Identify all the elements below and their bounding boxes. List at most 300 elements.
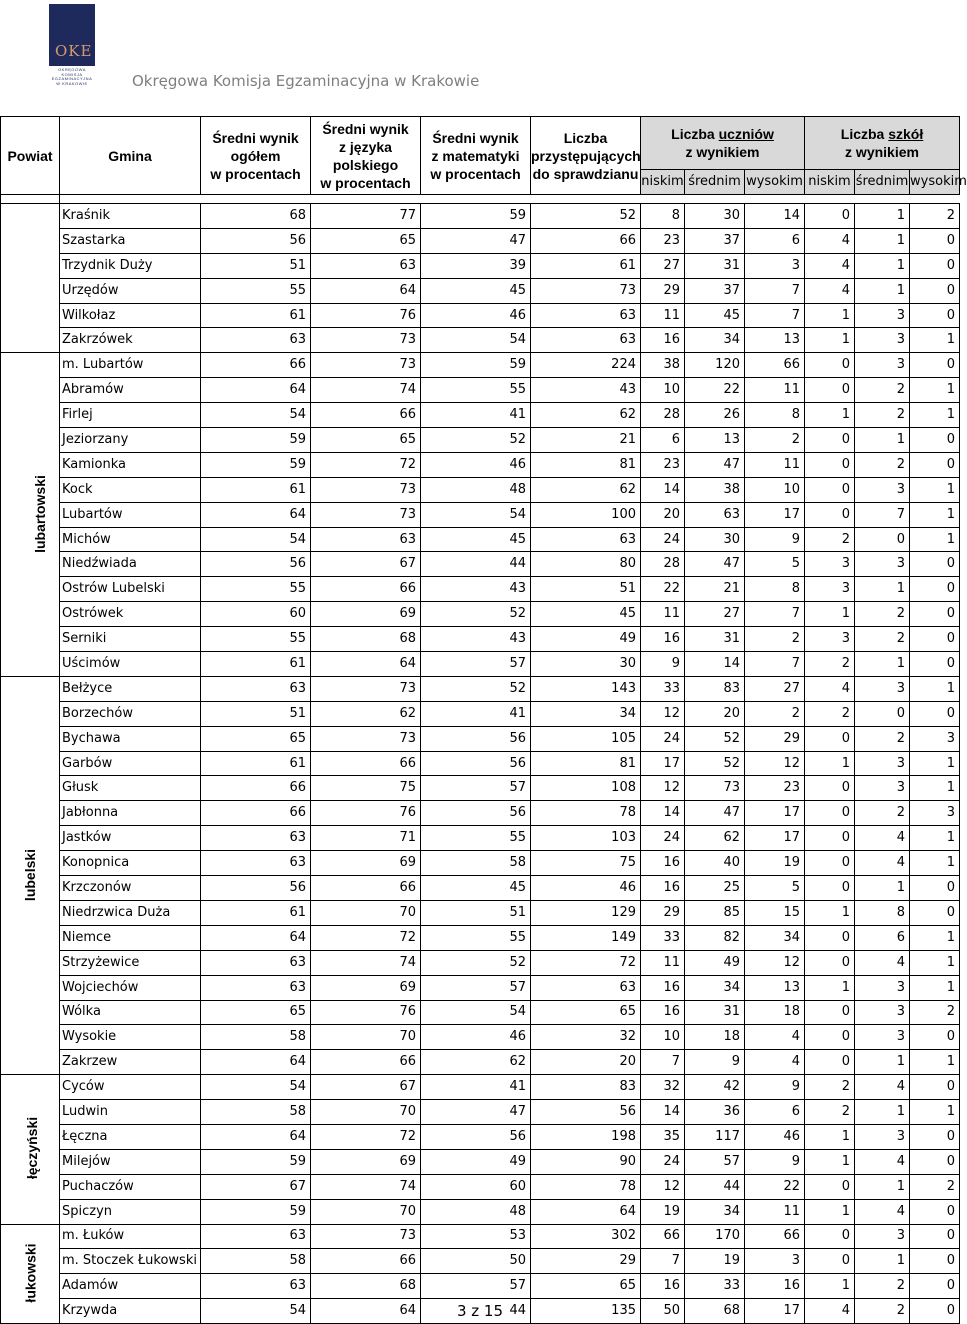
table-row xyxy=(1,1249,960,1274)
cell-schools-mid: 2 xyxy=(855,452,910,477)
cell-schools-high: 1 xyxy=(910,751,960,776)
cell-avg-total: 64 xyxy=(201,1050,311,1075)
cell-students-high: 27 xyxy=(745,676,805,701)
cell-avg-math: 51 xyxy=(421,900,531,925)
cell-students-mid: 85 xyxy=(685,900,745,925)
cell-gmina: Krzywda xyxy=(60,1299,201,1324)
cell-count: 78 xyxy=(531,801,641,826)
cell-gmina: Jabłonna xyxy=(60,801,201,826)
table-row xyxy=(1,303,960,328)
cell-avg-total: 66 xyxy=(201,353,311,378)
table-row xyxy=(1,676,960,701)
cell-students-high: 34 xyxy=(745,925,805,950)
cell-avg-total: 65 xyxy=(201,726,311,751)
cell-schools-high: 0 xyxy=(910,1199,960,1224)
cell-students-mid: 47 xyxy=(685,552,745,577)
cell-students-mid: 19 xyxy=(685,1249,745,1274)
cell-students-mid: 117 xyxy=(685,1124,745,1149)
cell-avg-polish: 70 xyxy=(311,1025,421,1050)
cell-schools-low: 2 xyxy=(805,652,855,677)
cell-count: 32 xyxy=(531,1025,641,1050)
cell-avg-polish: 75 xyxy=(311,776,421,801)
cell-count: 49 xyxy=(531,627,641,652)
cell-avg-total: 60 xyxy=(201,602,311,627)
cell-avg-polish: 66 xyxy=(311,403,421,428)
cell-schools-low: 2 xyxy=(805,1075,855,1100)
cell-students-low: 29 xyxy=(641,278,685,303)
cell-students-low: 16 xyxy=(641,627,685,652)
powiat-label: łukowski xyxy=(22,1243,39,1303)
cell-students-mid: 45 xyxy=(685,303,745,328)
header-powiat: Powiat xyxy=(1,117,60,195)
cell-students-high: 7 xyxy=(745,303,805,328)
cell-avg-polish: 76 xyxy=(311,303,421,328)
cell-schools-mid: 1 xyxy=(855,253,910,278)
cell-avg-total: 64 xyxy=(201,378,311,403)
cell-avg-math: 45 xyxy=(421,527,531,552)
cell-schools-low: 1 xyxy=(805,900,855,925)
cell-gmina: Borzechów xyxy=(60,701,201,726)
table-row xyxy=(1,253,960,278)
cell-count: 302 xyxy=(531,1224,641,1249)
cell-students-mid: 47 xyxy=(685,452,745,477)
cell-count: 64 xyxy=(531,1199,641,1224)
cell-schools-mid: 3 xyxy=(855,1224,910,1249)
cell-students-low: 24 xyxy=(641,527,685,552)
cell-students-low: 35 xyxy=(641,1124,685,1149)
table-row xyxy=(1,1075,960,1100)
cell-schools-high: 1 xyxy=(910,826,960,851)
cell-schools-high: 0 xyxy=(910,1025,960,1050)
cell-students-high: 9 xyxy=(745,527,805,552)
cell-schools-low: 1 xyxy=(805,1274,855,1299)
cell-students-low: 16 xyxy=(641,851,685,876)
cell-avg-polish: 65 xyxy=(311,228,421,253)
cell-avg-math: 44 xyxy=(421,552,531,577)
cell-avg-math: 57 xyxy=(421,1274,531,1299)
cell-schools-high: 0 xyxy=(910,552,960,577)
powiat-label: łęczyński xyxy=(24,1117,41,1180)
cell-count: 30 xyxy=(531,652,641,677)
cell-count: 143 xyxy=(531,676,641,701)
table-row xyxy=(1,751,960,776)
table-row xyxy=(1,204,960,229)
cell-avg-polish: 74 xyxy=(311,378,421,403)
cell-students-mid: 37 xyxy=(685,228,745,253)
cell-avg-total: 58 xyxy=(201,1100,311,1125)
cell-avg-total: 61 xyxy=(201,303,311,328)
cell-schools-mid: 1 xyxy=(855,1174,910,1199)
table-row xyxy=(1,353,960,378)
cell-students-low: 24 xyxy=(641,1149,685,1174)
table-row xyxy=(1,602,960,627)
cell-students-high: 16 xyxy=(745,1274,805,1299)
spacer-cell xyxy=(1,195,60,204)
cell-students-high: 8 xyxy=(745,577,805,602)
cell-avg-polish: 73 xyxy=(311,502,421,527)
cell-schools-low: 0 xyxy=(805,950,855,975)
cell-students-low: 33 xyxy=(641,676,685,701)
cell-gmina: Konopnica xyxy=(60,851,201,876)
cell-schools-high: 0 xyxy=(910,577,960,602)
cell-students-high: 22 xyxy=(745,1174,805,1199)
cell-students-mid: 9 xyxy=(685,1050,745,1075)
cell-students-high: 9 xyxy=(745,1149,805,1174)
cell-gmina: Adamów xyxy=(60,1274,201,1299)
cell-students-high: 7 xyxy=(745,278,805,303)
cell-avg-total: 63 xyxy=(201,975,311,1000)
cell-count: 100 xyxy=(531,502,641,527)
cell-count: 65 xyxy=(531,1000,641,1025)
table-row xyxy=(1,527,960,552)
organization-name: Okręgowa Komisja Egzaminacyjna w Krakowie xyxy=(132,72,480,90)
cell-schools-high: 1 xyxy=(910,527,960,552)
cell-students-low: 50 xyxy=(641,1299,685,1324)
cell-students-high: 13 xyxy=(745,328,805,353)
cell-gmina: Ostrówek xyxy=(60,602,201,627)
cell-count: 108 xyxy=(531,776,641,801)
cell-students-mid: 13 xyxy=(685,428,745,453)
cell-gmina: Lubartów xyxy=(60,502,201,527)
table-row xyxy=(1,577,960,602)
cell-students-low: 20 xyxy=(641,502,685,527)
cell-schools-low: 0 xyxy=(805,925,855,950)
cell-gmina: Cyców xyxy=(60,1075,201,1100)
cell-students-mid: 120 xyxy=(685,353,745,378)
cell-schools-low: 0 xyxy=(805,1224,855,1249)
cell-count: 29 xyxy=(531,1249,641,1274)
cell-gmina: Strzyżewice xyxy=(60,950,201,975)
cell-schools-high: 0 xyxy=(910,602,960,627)
cell-students-mid: 63 xyxy=(685,502,745,527)
cell-schools-high: 3 xyxy=(910,801,960,826)
cell-students-low: 11 xyxy=(641,950,685,975)
cell-schools-low: 0 xyxy=(805,826,855,851)
table-row xyxy=(1,452,960,477)
cell-avg-total: 63 xyxy=(201,328,311,353)
cell-schools-high: 1 xyxy=(910,378,960,403)
cell-students-high: 17 xyxy=(745,1299,805,1324)
cell-students-mid: 38 xyxy=(685,477,745,502)
cell-schools-mid: 8 xyxy=(855,900,910,925)
cell-avg-total: 61 xyxy=(201,900,311,925)
cell-avg-math: 59 xyxy=(421,353,531,378)
cell-schools-low: 1 xyxy=(805,1149,855,1174)
cell-avg-math: 60 xyxy=(421,1174,531,1199)
cell-students-mid: 62 xyxy=(685,826,745,851)
cell-avg-total: 54 xyxy=(201,1299,311,1324)
cell-avg-math: 54 xyxy=(421,1000,531,1025)
cell-avg-polish: 73 xyxy=(311,1224,421,1249)
table-row xyxy=(1,1199,960,1224)
cell-avg-polish: 66 xyxy=(311,751,421,776)
cell-schools-mid: 3 xyxy=(855,353,910,378)
cell-students-low: 11 xyxy=(641,602,685,627)
cell-avg-polish: 69 xyxy=(311,602,421,627)
cell-students-high: 7 xyxy=(745,652,805,677)
cell-count: 83 xyxy=(531,1075,641,1100)
cell-schools-mid: 0 xyxy=(855,701,910,726)
cell-gmina: Milejów xyxy=(60,1149,201,1174)
cell-schools-low: 1 xyxy=(805,602,855,627)
cell-avg-polish: 62 xyxy=(311,701,421,726)
cell-students-high: 4 xyxy=(745,1025,805,1050)
cell-count: 62 xyxy=(531,477,641,502)
cell-schools-mid: 1 xyxy=(855,652,910,677)
cell-count: 46 xyxy=(531,876,641,901)
cell-count: 63 xyxy=(531,975,641,1000)
cell-schools-low: 1 xyxy=(805,403,855,428)
cell-schools-high: 0 xyxy=(910,1249,960,1274)
cell-students-high: 46 xyxy=(745,1124,805,1149)
cell-avg-polish: 66 xyxy=(311,876,421,901)
cell-count: 75 xyxy=(531,851,641,876)
cell-avg-polish: 73 xyxy=(311,477,421,502)
cell-gmina: Kraśnik xyxy=(60,204,201,229)
cell-avg-math: 41 xyxy=(421,1075,531,1100)
cell-students-low: 19 xyxy=(641,1199,685,1224)
logo-caption: OKRĘGOWA KOMISJA EGZAMINACYJNA W KRAKOWIE xyxy=(51,67,93,86)
table-row xyxy=(1,801,960,826)
cell-schools-high: 0 xyxy=(910,278,960,303)
cell-schools-high: 1 xyxy=(910,477,960,502)
cell-schools-low: 0 xyxy=(805,1025,855,1050)
cell-schools-mid: 3 xyxy=(855,328,910,353)
subheader-schools-high: wysokim xyxy=(910,170,960,195)
cell-avg-total: 63 xyxy=(201,826,311,851)
cell-students-mid: 44 xyxy=(685,1174,745,1199)
cell-avg-polish: 64 xyxy=(311,652,421,677)
table-row xyxy=(1,328,960,353)
cell-avg-total: 63 xyxy=(201,676,311,701)
cell-schools-mid: 3 xyxy=(855,1025,910,1050)
cell-avg-math: 43 xyxy=(421,627,531,652)
cell-students-mid: 36 xyxy=(685,1100,745,1125)
cell-schools-mid: 4 xyxy=(855,826,910,851)
table-row xyxy=(1,975,960,1000)
table-row xyxy=(1,925,960,950)
cell-avg-polish: 76 xyxy=(311,1000,421,1025)
cell-schools-high: 0 xyxy=(910,652,960,677)
cell-schools-mid: 4 xyxy=(855,1149,910,1174)
cell-students-high: 14 xyxy=(745,204,805,229)
cell-schools-low: 2 xyxy=(805,701,855,726)
cell-gmina: Ludwin xyxy=(60,1100,201,1125)
cell-avg-math: 39 xyxy=(421,253,531,278)
cell-schools-mid: 2 xyxy=(855,403,910,428)
cell-gmina: Trzydnik Duży xyxy=(60,253,201,278)
cell-avg-polish: 72 xyxy=(311,452,421,477)
cell-schools-low: 1 xyxy=(805,303,855,328)
cell-schools-low: 2 xyxy=(805,527,855,552)
cell-gmina: Łęczna xyxy=(60,1124,201,1149)
header-avg-math: Średni wynik z matematyki w procentach xyxy=(421,117,531,195)
cell-students-high: 3 xyxy=(745,1249,805,1274)
cell-avg-total: 54 xyxy=(201,403,311,428)
cell-gmina: Uścimów xyxy=(60,652,201,677)
cell-gmina: Niedrzwica Duża xyxy=(60,900,201,925)
logo-mark: OKE xyxy=(55,42,93,60)
cell-gmina: Abramów xyxy=(60,378,201,403)
cell-schools-low: 1 xyxy=(805,328,855,353)
cell-avg-total: 68 xyxy=(201,204,311,229)
cell-avg-total: 64 xyxy=(201,925,311,950)
cell-students-mid: 20 xyxy=(685,701,745,726)
cell-avg-total: 51 xyxy=(201,253,311,278)
cell-students-mid: 37 xyxy=(685,278,745,303)
cell-schools-high: 0 xyxy=(910,303,960,328)
cell-avg-polish: 68 xyxy=(311,1274,421,1299)
cell-schools-low: 0 xyxy=(805,726,855,751)
cell-gmina: Głusk xyxy=(60,776,201,801)
cell-schools-low: 0 xyxy=(805,502,855,527)
powiat-cell xyxy=(1,1075,60,1224)
cell-schools-low: 1 xyxy=(805,751,855,776)
cell-schools-mid: 1 xyxy=(855,1100,910,1125)
table-row xyxy=(1,851,960,876)
cell-avg-polish: 63 xyxy=(311,253,421,278)
cell-avg-math: 48 xyxy=(421,477,531,502)
cell-avg-polish: 76 xyxy=(311,801,421,826)
cell-students-mid: 170 xyxy=(685,1224,745,1249)
cell-students-low: 28 xyxy=(641,552,685,577)
cell-students-mid: 14 xyxy=(685,652,745,677)
cell-gmina: Wojciechów xyxy=(60,975,201,1000)
cell-students-mid: 21 xyxy=(685,577,745,602)
cell-schools-low: 0 xyxy=(805,851,855,876)
cell-schools-high: 1 xyxy=(910,403,960,428)
cell-schools-mid: 1 xyxy=(855,1050,910,1075)
cell-schools-mid: 2 xyxy=(855,602,910,627)
cell-avg-polish: 65 xyxy=(311,428,421,453)
cell-count: 135 xyxy=(531,1299,641,1324)
cell-gmina: Firlej xyxy=(60,403,201,428)
cell-count: 224 xyxy=(531,353,641,378)
cell-count: 21 xyxy=(531,428,641,453)
cell-avg-polish: 66 xyxy=(311,577,421,602)
cell-schools-mid: 4 xyxy=(855,950,910,975)
cell-schools-high: 1 xyxy=(910,950,960,975)
cell-schools-mid: 4 xyxy=(855,1075,910,1100)
subheader-students-low: niskim xyxy=(641,170,685,195)
cell-schools-low: 4 xyxy=(805,228,855,253)
cell-count: 66 xyxy=(531,228,641,253)
table-body xyxy=(1,204,960,1324)
cell-students-mid: 22 xyxy=(685,378,745,403)
header-students: Liczba uczniów z wynikiem xyxy=(641,117,805,170)
cell-schools-mid: 3 xyxy=(855,1124,910,1149)
cell-students-low: 14 xyxy=(641,801,685,826)
cell-count: 149 xyxy=(531,925,641,950)
cell-schools-low: 0 xyxy=(805,776,855,801)
cell-avg-polish: 73 xyxy=(311,353,421,378)
cell-avg-polish: 71 xyxy=(311,826,421,851)
header-avg-polish: Średni wynik z języka polskiego w procentach xyxy=(311,117,421,195)
cell-avg-math: 43 xyxy=(421,577,531,602)
cell-students-high: 6 xyxy=(745,1100,805,1125)
cell-students-high: 15 xyxy=(745,900,805,925)
cell-schools-high: 3 xyxy=(910,726,960,751)
cell-students-mid: 34 xyxy=(685,328,745,353)
cell-schools-low: 0 xyxy=(805,378,855,403)
cell-students-high: 10 xyxy=(745,477,805,502)
cell-schools-low: 2 xyxy=(805,1100,855,1125)
cell-schools-high: 1 xyxy=(910,975,960,1000)
cell-avg-math: 48 xyxy=(421,1199,531,1224)
cell-gmina: Wilkołaz xyxy=(60,303,201,328)
cell-students-low: 16 xyxy=(641,975,685,1000)
cell-students-low: 16 xyxy=(641,1274,685,1299)
cell-students-high: 12 xyxy=(745,751,805,776)
cell-avg-total: 63 xyxy=(201,1274,311,1299)
cell-schools-high: 2 xyxy=(910,204,960,229)
cell-students-high: 11 xyxy=(745,452,805,477)
cell-avg-polish: 69 xyxy=(311,975,421,1000)
cell-students-mid: 34 xyxy=(685,1199,745,1224)
cell-avg-polish: 72 xyxy=(311,925,421,950)
cell-count: 198 xyxy=(531,1124,641,1149)
cell-avg-math: 62 xyxy=(421,1050,531,1075)
cell-schools-mid: 2 xyxy=(855,1274,910,1299)
cell-count: 80 xyxy=(531,552,641,577)
results-table-wrapper xyxy=(0,116,967,1324)
cell-avg-polish: 66 xyxy=(311,1050,421,1075)
cell-students-high: 29 xyxy=(745,726,805,751)
cell-count: 61 xyxy=(531,253,641,278)
cell-schools-mid: 1 xyxy=(855,204,910,229)
cell-gmina: Wólka xyxy=(60,1000,201,1025)
cell-avg-math: 56 xyxy=(421,801,531,826)
cell-gmina: Bychawa xyxy=(60,726,201,751)
table-row xyxy=(1,826,960,851)
cell-avg-math: 52 xyxy=(421,950,531,975)
spacer-cell xyxy=(60,195,960,204)
cell-count: 63 xyxy=(531,328,641,353)
cell-gmina: Zakrzew xyxy=(60,1050,201,1075)
cell-gmina: Serniki xyxy=(60,627,201,652)
cell-count: 51 xyxy=(531,577,641,602)
cell-count: 103 xyxy=(531,826,641,851)
cell-schools-mid: 0 xyxy=(855,527,910,552)
cell-students-low: 12 xyxy=(641,1174,685,1199)
cell-students-mid: 26 xyxy=(685,403,745,428)
cell-schools-high: 1 xyxy=(910,328,960,353)
cell-students-high: 17 xyxy=(745,826,805,851)
cell-students-low: 27 xyxy=(641,253,685,278)
cell-avg-polish: 73 xyxy=(311,328,421,353)
cell-students-mid: 49 xyxy=(685,950,745,975)
cell-schools-low: 0 xyxy=(805,204,855,229)
cell-avg-math: 49 xyxy=(421,1149,531,1174)
cell-avg-polish: 73 xyxy=(311,726,421,751)
cell-avg-math: 54 xyxy=(421,328,531,353)
cell-schools-mid: 3 xyxy=(855,552,910,577)
header-avg-total: Średni wynik ogółem w procentach xyxy=(201,117,311,195)
cell-schools-mid: 3 xyxy=(855,676,910,701)
cell-avg-math: 46 xyxy=(421,1025,531,1050)
cell-avg-math: 45 xyxy=(421,278,531,303)
cell-schools-mid: 4 xyxy=(855,851,910,876)
cell-schools-low: 0 xyxy=(805,876,855,901)
cell-count: 63 xyxy=(531,303,641,328)
cell-students-low: 16 xyxy=(641,1000,685,1025)
cell-avg-math: 59 xyxy=(421,204,531,229)
cell-avg-math: 50 xyxy=(421,1249,531,1274)
cell-gmina: Puchaczów xyxy=(60,1174,201,1199)
cell-avg-total: 61 xyxy=(201,477,311,502)
cell-gmina: Jastków xyxy=(60,826,201,851)
cell-students-low: 22 xyxy=(641,577,685,602)
